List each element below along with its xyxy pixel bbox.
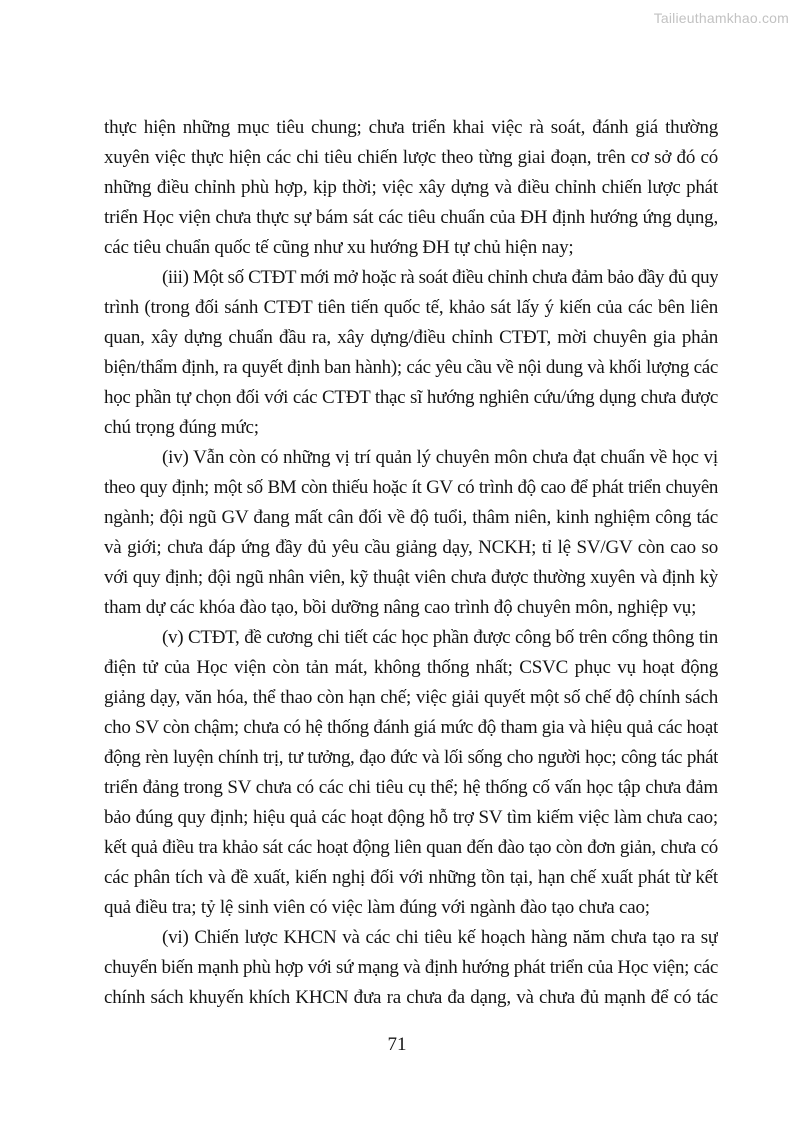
text-line: động rèn luyện chính trị, tư tưởng, đạo đức và lối sống cho người học; công tác phát xyxy=(104,747,718,768)
text-line: điện tử của Học viện còn tản mát, không thống nhất; CSVC phục vụ hoạt động xyxy=(104,657,718,678)
text-line: theo quy định; một số BM còn thiếu hoặc ít GV có trình độ cao để phát triển chuyên xyxy=(104,477,718,498)
text-line: giảng dạy, văn hóa, thể thao còn hạn chế; việc giải quyết một số chế độ chính sách xyxy=(104,687,718,708)
page-number: 71 xyxy=(387,1034,407,1055)
text-line: biện/thẩm định, ra quyết định ban hành); các yêu cầu về nội dung và khối lượng các xyxy=(104,357,718,378)
text-line: chú trọng đúng mức; xyxy=(104,417,259,438)
text-line: học phần tự chọn đối với các CTĐT thạc sĩ hướng nghiên cứu/ứng dụng chưa được xyxy=(104,387,718,408)
text-line: các phân tích và đề xuất, kiến nghị đối với những tồn tại, hạn chế xuất phát từ kết xyxy=(104,867,718,888)
text-line: triển đảng trong SV chưa có các chi tiêu cụ thể; hệ thống cố vấn học tập chưa đảm xyxy=(104,777,718,798)
text-line: cho SV còn chậm; chưa có hệ thống đánh giá mức độ tham gia và hiệu quả các hoạt xyxy=(104,717,718,738)
text-line: thực hiện những mục tiêu chung; chưa triển khai việc rà soát, đánh giá thường xyxy=(104,117,718,138)
text-line: và giới; chưa đáp ứng đầy đủ yêu cầu giảng dạy, NCKH; tỉ lệ SV/GV còn cao so xyxy=(104,537,718,558)
text-line: xuyên việc thực hiện các chi tiêu chiến lược theo từng giai đoạn, trên cơ sở đó có xyxy=(104,147,718,168)
text-line: (v) CTĐT, đề cương chi tiết các học phần được công bố trên cổng thông tin xyxy=(162,627,718,648)
text-line: (vi) Chiến lược KHCN và các chi tiêu kế hoạch hàng năm chưa tạo ra sự xyxy=(162,927,718,948)
text-line: ngành; đội ngũ GV đang mất cân đối về độ tuổi, thâm niên, kinh nghiệm công tác xyxy=(104,507,718,528)
text-line: những điều chỉnh phù hợp, kịp thời; việc xây dựng và điều chỉnh chiến lược phát xyxy=(104,177,718,198)
text-line: trình (trong đối sánh CTĐT tiên tiến quốc tế, khảo sát lấy ý kiến của các bên liên xyxy=(104,297,718,318)
text-line: (iv) Vẫn còn có những vị trí quản lý chuyên môn chưa đạt chuẩn về học vị xyxy=(162,447,718,468)
text-line: với quy định; đội ngũ nhân viên, kỹ thuật viên chưa được thường xuyên và định kỳ xyxy=(104,567,718,588)
text-line: tham dự các khóa đào tạo, bồi dưỡng nâng cao trình độ chuyên môn, nghiệp vụ; xyxy=(104,597,697,618)
watermark: Tailieuthamkhao.com xyxy=(653,10,789,26)
text-line: quan, xây dựng chuẩn đầu ra, xây dựng/điều chỉnh CTĐT, mời chuyên gia phản xyxy=(104,327,718,348)
text-line: chuyển biến mạnh phù hợp với sứ mạng và định hướng phát triển của Học viện; các xyxy=(104,957,718,978)
text-line: (iii) Một số CTĐT mới mở hoặc rà soát điều chỉnh chưa đảm bảo đầy đủ quy xyxy=(162,267,718,288)
text-line: triển Học viện chưa thực sự bám sát các tiêu chuẩn của ĐH định hướng ứng dụng, xyxy=(104,207,718,228)
text-line: bảo đúng quy định; hiệu quả các hoạt động hỗ trợ SV tìm kiếm việc làm chưa cao; xyxy=(104,807,718,828)
text-line: quả điều tra; tỷ lệ sinh viên có việc làm đúng với ngành đào tạo chưa cao; xyxy=(104,897,650,918)
document-body xyxy=(104,113,718,1013)
text-line: chính sách khuyến khích KHCN đưa ra chưa đa dạng, và chưa đủ mạnh để có tác xyxy=(104,987,718,1008)
text-line: kết quả điều tra khảo sát các hoạt động liên quan đến đào tạo còn đơn giản, chưa có xyxy=(104,837,718,858)
text-line: các tiêu chuẩn quốc tế cũng như xu hướng ĐH tự chủ hiện nay; xyxy=(104,237,574,258)
